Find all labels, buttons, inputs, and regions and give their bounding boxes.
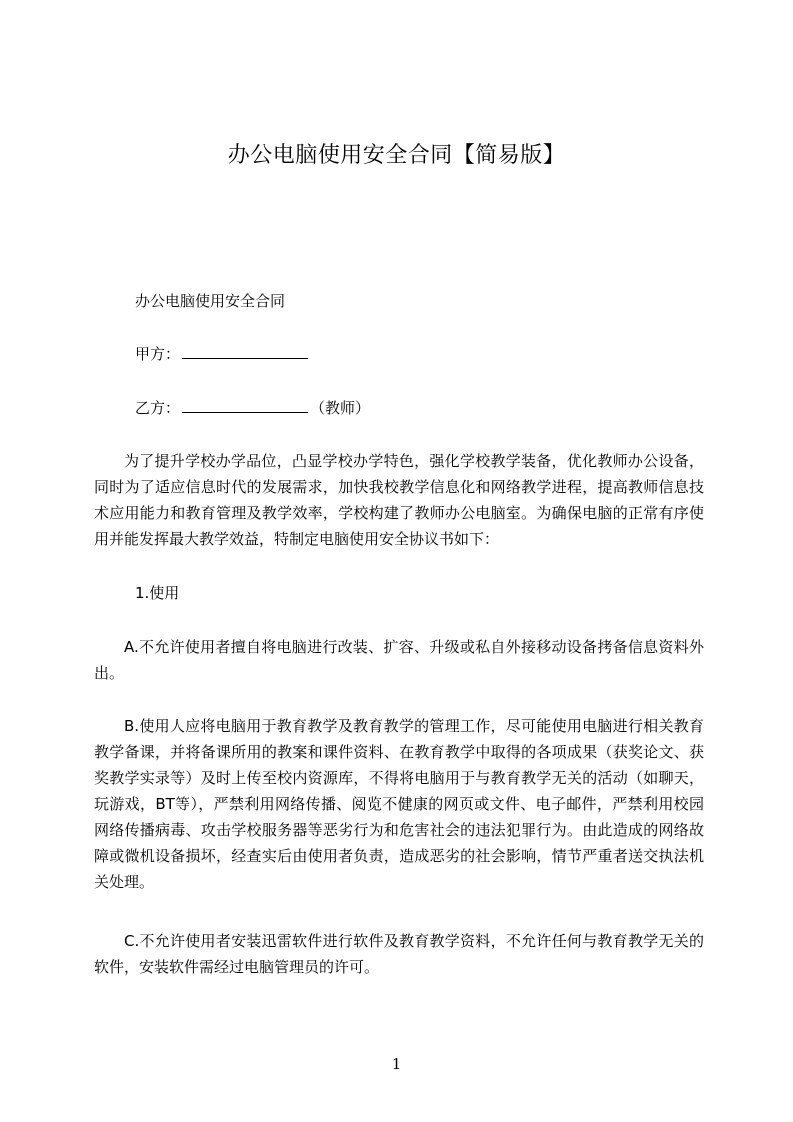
contract-name: 办公电脑使用安全合同 bbox=[135, 292, 286, 310]
intro-paragraph: 为了提升学校办学品位，凸显学校办学特色，强化学校教学装备，优化教师办公设备，同时为了适应信息时代的发展需求，加快我校教学信息化和网络教学进程，提高教师信息技术应用能力和教育管理及教学效率，学校构建了教师办公电脑室。为确保电脑的正常有序使用并能发挥最大教学效益，特制定电脑使用安全协议书如下： bbox=[94, 452, 704, 548]
party-b-suffix: （教师） bbox=[310, 399, 371, 417]
party-b-label: 乙方： bbox=[135, 399, 181, 417]
party-a-blank bbox=[182, 344, 308, 359]
section-1-heading: 1.使用 bbox=[135, 584, 180, 602]
party-a-line bbox=[135, 341, 310, 367]
clause-a: A.不允许使用者擅自将电脑进行改装、扩容、升级或私自外接移动设备拷备信息资料外出。 bbox=[94, 638, 704, 682]
clause-c: C.不允许使用者安装迅雷软件进行软件及教育教学资料，不允许任何与教育教学无关的软件，安装软件需经过电脑管理员的许可。 bbox=[94, 932, 704, 976]
party-b-blank bbox=[182, 398, 308, 413]
page-number: 1 bbox=[391, 1055, 402, 1073]
party-a-label: 甲方： bbox=[135, 345, 181, 363]
document-title: 办公电脑使用安全合同【简易版】 bbox=[227, 143, 566, 168]
clause-b: B.使用人应将电脑用于教育教学及教育教学的管理工作，尽可能使用电脑进行相关教育教学备课，并将备课所用的教案和课件资料、在教育教学中取得的各项成果（获奖论文、获奖教学实录等）及时上传至校内资源库，不得将电脑用于与教育教学无关的活动（如聊天，玩游戏，BT等），严禁利用网络传播、阅览不健康的网页或文件、电子邮件，严禁利用校园网络传播病毒、攻击学校服务器等恶劣行为和危害社会的违法犯罪行为。由此造成的网络故障或微机设备损坏，经查实后由使用者负责，造成恶劣的社会影响，情节严重者送交执法机关处理。 bbox=[94, 717, 704, 891]
party-b-line bbox=[135, 395, 370, 421]
